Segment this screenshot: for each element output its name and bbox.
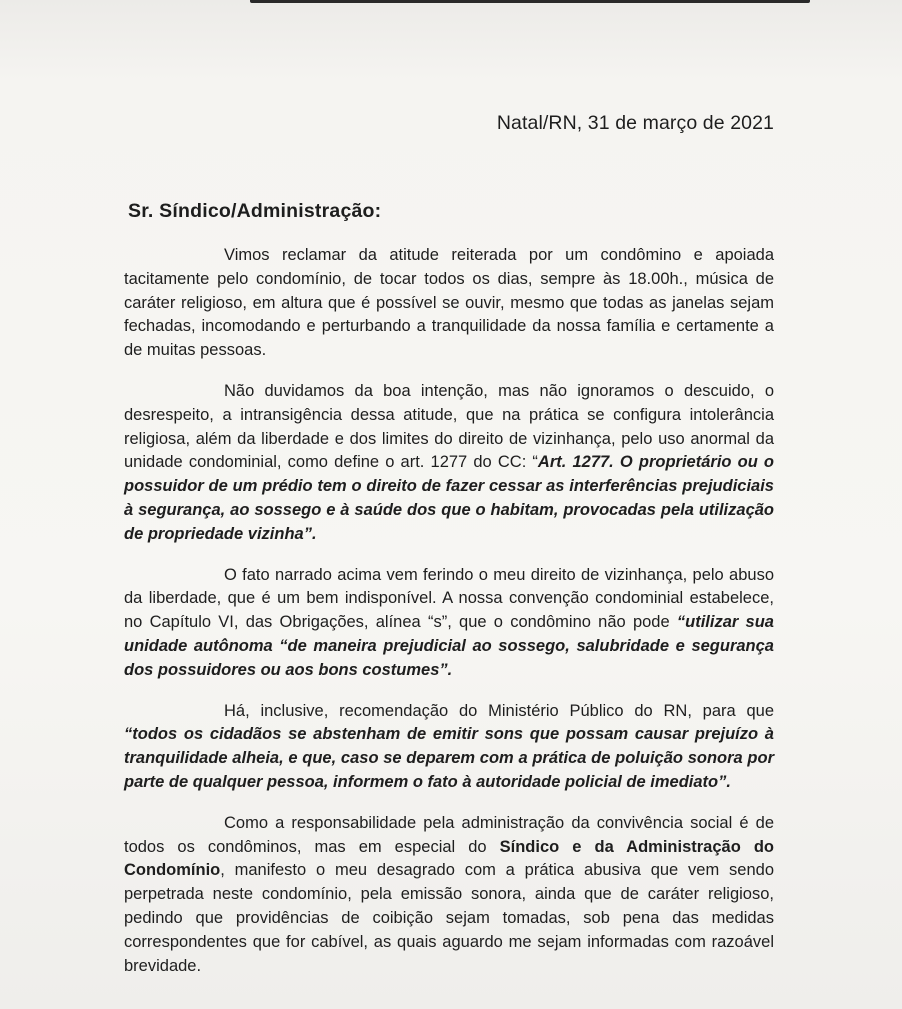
- paragraph-4-text: Há, inclusive, recomendação do Ministério Público do RN, para que: [224, 701, 774, 720]
- civil-code-quote: Art. 1277. O proprietário ou o possuidor de um prédio tem o direito de fazer cessar as interferências prejudiciais à segurança, ao sossego e à saúde dos que o habitam, provocadas pela utilização de propriedade vizinha”.: [124, 453, 774, 543]
- letter-date: Natal/RN, 31 de março de 2021: [496, 112, 774, 134]
- paragraph-4: [124, 700, 774, 795]
- paragraph-5-emphasis: Síndico e da Administração do Condomínio: [124, 837, 774, 880]
- letter-body: [124, 244, 774, 995]
- letter-salutation: Sr. Síndico/Administração:: [128, 200, 382, 222]
- paragraph-5: [124, 812, 774, 979]
- paragraph-5-text: Como a responsabilidade pela administração da convivência social é de todos os condôminos, mas em especial do: [124, 813, 774, 856]
- paragraph-1: [124, 244, 774, 363]
- paper-top-edge: [250, 0, 810, 3]
- paragraph-3: [124, 564, 774, 683]
- prosecutor-quote: “todos os cidadãos se abstenham de emitir sons que possam causar prejuízo à tranquilidade alheia, e que, caso se deparem com a prática de poluição sonora por parte de qualquer pessoa, informem o fato à autoridade policial de imediato”.: [124, 725, 774, 791]
- paragraph-5-rest: , manifesto o meu desagrado com a prática abusiva que vem sendo perpetrada neste condomínio, pela emissão sonora, ainda que de caráter religioso, pedindo que providências de coibição sejam tomadas, sob pena das medidas correspondentes que for cabível, as quais aguardo me sejam informadas com razoável brevidade.: [124, 861, 774, 975]
- paragraph-1-text: Vimos reclamar da atitude reiterada por um condômino e apoiada tacitamente pelo condomínio, de tocar todos os dias, sempre às 18.00h., música de caráter religioso, em altura que é possível se ouvir, mesmo que todas as janelas sejam fechadas, incomodando e perturbando a tranquilidade da nossa família e certamente a de muitas pessoas.: [124, 246, 774, 360]
- paragraph-2: [124, 380, 774, 547]
- paragraph-2-text: Não duvidamos da boa intenção, mas não ignoramos o descuido, o desrespeito, a intransigência dessa atitude, que na prática se configura intolerância religiosa, além da liberdade e dos limites do direito de vizinhança, pelo uso anormal da unidade condominial, como define o art. 1277 do CC: “: [124, 381, 774, 472]
- paragraph-3-text: O fato narrado acima vem ferindo o meu direito de vizinhança, pelo abuso da liberdade, que é um bem indisponível. A nossa convenção condominial estabelece, no Capítulo VI, das Obrigações, alínea “s”, que o condômino não pode: [124, 565, 774, 632]
- convention-quote: “utilizar sua unidade autônoma “de maneira prejudicial ao sossego, salubridade e segurança dos possuidores ou aos bons costumes”.: [124, 613, 774, 679]
